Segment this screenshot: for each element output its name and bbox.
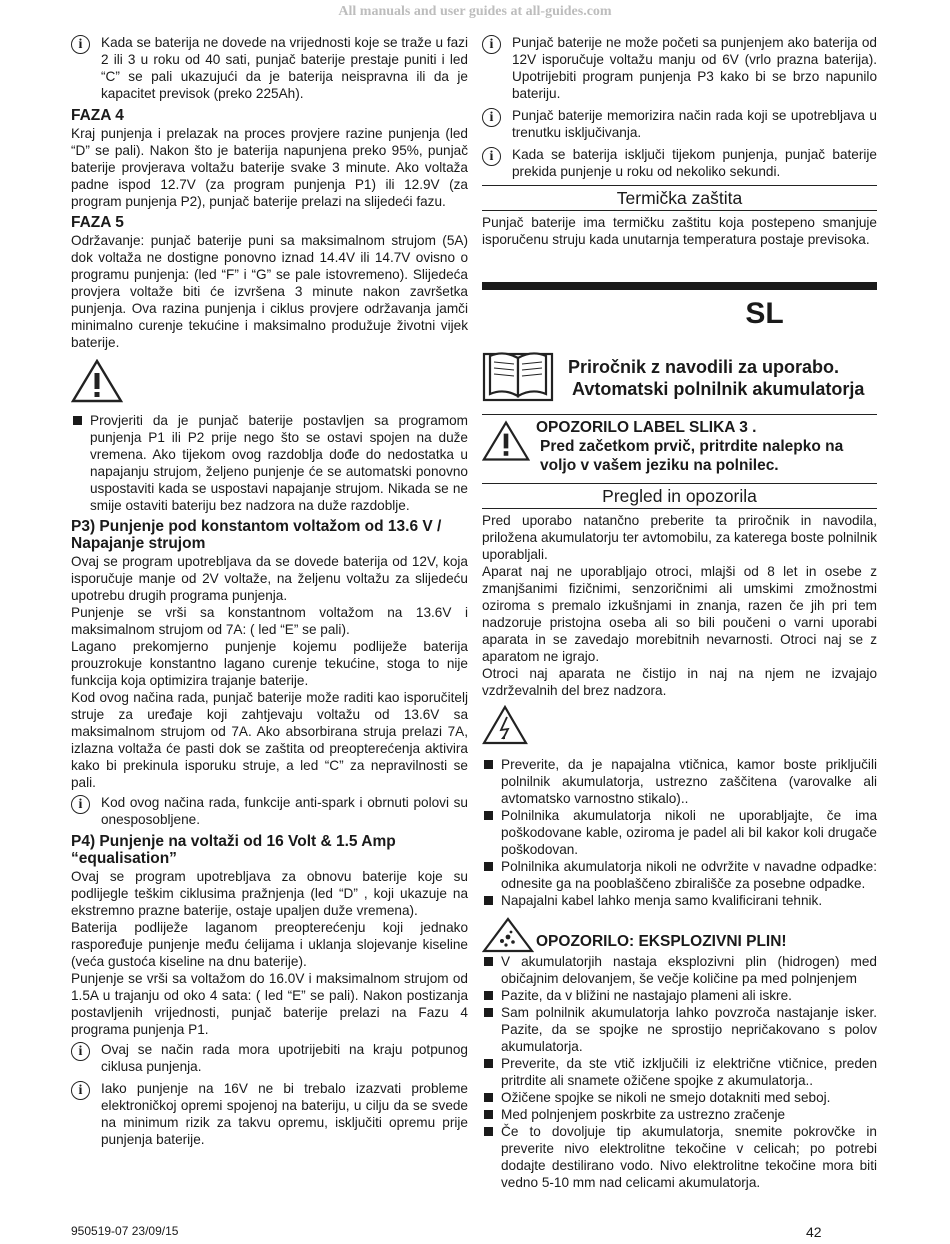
info-note [71, 1080, 468, 1148]
info-icon: i [71, 795, 90, 814]
info-text: Kada se baterija isključi tijekom punjenja, punjač baterije prekida punjenje u roku od nekoliko sekundi. [512, 147, 877, 179]
manual-header [482, 346, 877, 408]
warning-icon [71, 359, 468, 408]
info-note [71, 794, 468, 828]
paragraph: Lagano prekomjerno punjenje kojemu podliježe baterija prouzrokuje konstantno lagano curenje tekućine, stoga to nije funkcija koja optimizira trajanje baterije. [71, 639, 468, 688]
info-icon: i [482, 108, 501, 127]
list-item: Preverite, da je napajalna vtičnica, kamor boste priključili polnilnik akumulatorja, ustrezno zaščitena (varovalke ali avtomatsko varnostno stikalo).. [482, 756, 877, 807]
list-item: Sam polnilnik akumulatorja lahko povzroča nastajanje isker. Pazite, da se spojke ne sprostijo nepričakovano s polov akumulatorja. [482, 1004, 877, 1055]
info-text: Kada se baterija ne dovede na vrijednosti koje se traže u fazi 2 ili 3 u roku od 40 sati, punjač baterije prestaje puniti i led “C” se pali ukazujući da je baterija neispravna ili da je kapacitet previsok (preko 225Ah). [101, 35, 468, 101]
info-text: Iako punjenje na 16V ne bi trebalo izazvati probleme elektroničkoj opremi spojenoj na bateriju, u cilju da se svede na minimum rizik za takvu opremu, isključiti opremu prije punjenja baterije. [101, 1081, 468, 1147]
info-text: Punjač baterije ne može početi sa punjenjem ako baterija od 12V isporučuje voltažu manju od 6V (vrlo prazna baterija). Upotrijebiti program punjenja P3 kako bi se brzo napunilo bateriju. [512, 35, 877, 101]
info-note [71, 1041, 468, 1075]
info-note [482, 146, 877, 180]
manual-title: Priročnik z navodili za uporabo. [568, 357, 840, 377]
list-item: Napajalni kabel lahko menja samo kvalificirani tehnik. [482, 892, 877, 909]
info-text: Punjač baterije memorizira način rada koji se upotrebljava u trenutku isključivanja. [512, 108, 877, 140]
book-icon [482, 346, 554, 409]
section-title: FAZA 4 [71, 107, 124, 124]
list-item: Preverite, da ste vtič izključili iz električne vtičnice, preden pritrdite ali snamete ožičene spojke z akumulatorja.. [482, 1055, 877, 1089]
info-icon: i [71, 1042, 90, 1061]
paragraph: Pred uporabo natančno preberite ta priročnik in navodila, priložena akumulatorju ter avtomobilu, za katerega boste polnilnik uporabljali. [482, 513, 877, 562]
electrical-warnings-list [482, 756, 877, 909]
info-icon: i [482, 147, 501, 166]
watermark: All manuals and user guides at all-guides.com [338, 4, 612, 19]
explosive-gas-icon [482, 917, 534, 958]
page-number: 42 [806, 1224, 822, 1240]
info-note [71, 34, 468, 102]
section-title: FAZA 5 [71, 214, 124, 231]
label-warning-title: OPOZORILO LABEL SLIKA 3 . [536, 419, 757, 436]
section-title: P4) Punjenje na voltaži od 16 Volt & 1.5 Amp “equalisation” [71, 833, 396, 867]
label-warning-text: Pred začetkom prvič, pritrdite nalepko na voljo v vašem jeziku na polnilec. [540, 438, 844, 474]
paragraph: Punjenje se vrši sa konstantnom voltažom na 13.6V i maksimalnom strujom od 7A: ( led “E” se pali). [71, 605, 468, 637]
paragraph: Ovaj se program upotrebljava za obnovu baterije koje su podlijegle teškim ciklusima pražnjenja (led “D” , koji ukazuje na ekstremno prazne baterije, ostaje upaljen duže vremena). [71, 869, 468, 918]
paragraph: Kod ovog načina rada, punjač baterije može raditi kao isporučitelj struje za uređaje koji zahtjevaju voltažu od 13.6V sa maksimalnom strujom od 7A. Ako absorbirana struja prelazi 7A, izlazna voltaža će pasti dok se zaštita od preopterećenja aktivira kako bi prekinula isporuku struje, a led “C” za nepravilnosti se pali. [71, 690, 468, 790]
paragraph: Punjenje se vrši sa voltažom do 16.0V i maksimalnom strujom od 1.5A u trajanju od oko 4 sata: ( led “E” se pali). Nakon postizanja postavljenih vrijednosti, punjač baterije prelazi na Fazu 4 programa punjenja P1. [71, 971, 468, 1037]
paragraph: Kraj punjenja i prelazak na proces provjere razine punjenja (led “D” se pali). Nakon što je baterija napunjena preko 95%, punjač baterije provjerava voltažu baterije svake 3 minute. Ako voltaža padne ispod 12.7V (za program punjenja P1) ili 12.9V (za program punjenja P2), punjač baterije prelazi na slijedeći fazu. [71, 126, 468, 209]
list-item: V akumulatorjih nastaja eksplozivni plin (hidrogen) med običajnim delovanjem, še večje količine pa med polnjenjem [482, 953, 877, 987]
section-heading-box: Termička zaštita [482, 185, 877, 211]
list-item: Ožičene spojke se nikoli ne smejo dotakniti med seboj. [482, 1089, 877, 1106]
section-heading-box: Pregled in opozorila [482, 483, 877, 509]
info-text: Ovaj se način rada mora upotrijebiti na kraju potpunog ciklusa punjenja. [101, 1042, 468, 1074]
paragraph: Punjač baterije ima termičku zaštitu koja postepeno smanjuje isporučenu struju kada unutarnja temperatura postaje previsoka. [482, 215, 877, 247]
label-warning [482, 414, 877, 481]
section-title: P3) Punjenje pod konstantom voltažom od 13.6 V / Napajanje strujom [71, 518, 442, 552]
warning-icon [482, 419, 530, 468]
info-text: Kod ovog načina rada, funkcije anti-spark i obrnuti polovi su onesposobljene. [101, 795, 468, 827]
info-icon: i [71, 35, 90, 54]
info-icon: i [71, 1081, 90, 1100]
explosive-gas-list [482, 953, 877, 1191]
manual-subtitle: Avtomatski polnilnik akumulatorja [572, 379, 865, 399]
info-icon: i [482, 35, 501, 54]
section-divider [482, 282, 877, 290]
language-code: SL [745, 297, 784, 330]
warning-bullet: Provjeriti da je punjač baterije postavljen sa programom punjenja P1 ili P2 prije nego što se ostavi spojen na duže vremena. Ako tijekom ovog razdoblja dođe do nedostatka u napajanju strujom, željeno punjenje će se automatski ponovno uspostaviti kada se uspostavi napajanje strujom. Nikada se ne smije ostaviti bateriju bez nadzora na duže razdoblje. [71, 412, 468, 514]
right-column [482, 34, 877, 1191]
electric-hazard-icon [482, 705, 877, 750]
paragraph: Aparat naj ne uporabljajo otroci, mlajši od 8 let in osebe z zmanjšanimi fizičnimi, senzoričnimi ali umskimi zmožnostmi oziroma s premalo izkušnjami in znanja, razen če jih pri tem nadzoruje pristojna oseba ali so bili poučeni o varni uporabi aparata in se zavedajo morebitnih nevarnosti. Otroci naj se z aparatom ne igrajo. [482, 564, 877, 664]
list-item: Med polnjenjem poskrbite za ustrezno zračenje [482, 1106, 877, 1123]
info-note [482, 34, 877, 102]
paragraph: Održavanje: punjač baterije puni sa maksimalnom strujom (5A) dok voltaža ne dostigne ponovno iznad 14.4V ili 14.7V ovisno o programu punjenja: (led “F” i “G” se pale istovremeno). Slijedeća provjera voltaže biti će izvršena 3 minute nakon završetka punjenja. Ova razina punjenja i ciklus provjere održavanja jamči minimalno curenje tekućine i maksimalno produžuje životni vijek baterije. [71, 233, 468, 350]
explosive-gas-title: OPOZORILO: EKSPLOZIVNI PLIN! [536, 933, 787, 950]
document-code: 950519-07 23/09/15 [71, 1224, 179, 1238]
left-column [71, 34, 468, 1153]
paragraph: Otroci naj aparata ne čistijo in naj na njem ne izvajajo vzdrževalnih del brez nadzora. [482, 666, 877, 698]
list-item: Če to dovoljuje tip akumulatorja, snemite pokrovčke in preverite nivo elektrolitne tekočine v celicah; po potrebi dodajte destilirano vodo. Nivo elektrolitne tekočine mora biti vedno 5-10 mm nad celicami akumulatorja. [482, 1123, 877, 1191]
explosive-gas-heading [482, 917, 877, 953]
paragraph: Baterija podliježe laganom preopterećenju koji jednako raspoređuje punjenje među ćelijama i uklanja slojevanje kiseline (veća gustoća kiseline na dnu baterije). [71, 920, 468, 969]
list-item: Polnilnika akumulatorja nikoli ne odvržite v navadne odpadke: odnesite ga na pooblaščeno zbirališče za posebne odpadke. [482, 858, 877, 892]
info-note [482, 107, 877, 141]
list-item: Polnilnika akumulatorja nikoli ne uporabljajte, če ima poškodovane kable, oziroma je padel ali bil kakor koli drugače poškodovan. [482, 807, 877, 858]
paragraph: Ovaj se program upotrebljava da se dovede baterija od 12V, koja isporučuje manje od 2V voltaže, na željenu voltažu za slijedeću upotrebu drugih programa punjenja. [71, 554, 468, 603]
list-item: Pazite, da v bližini ne nastajajo plameni ali iskre. [482, 987, 877, 1004]
